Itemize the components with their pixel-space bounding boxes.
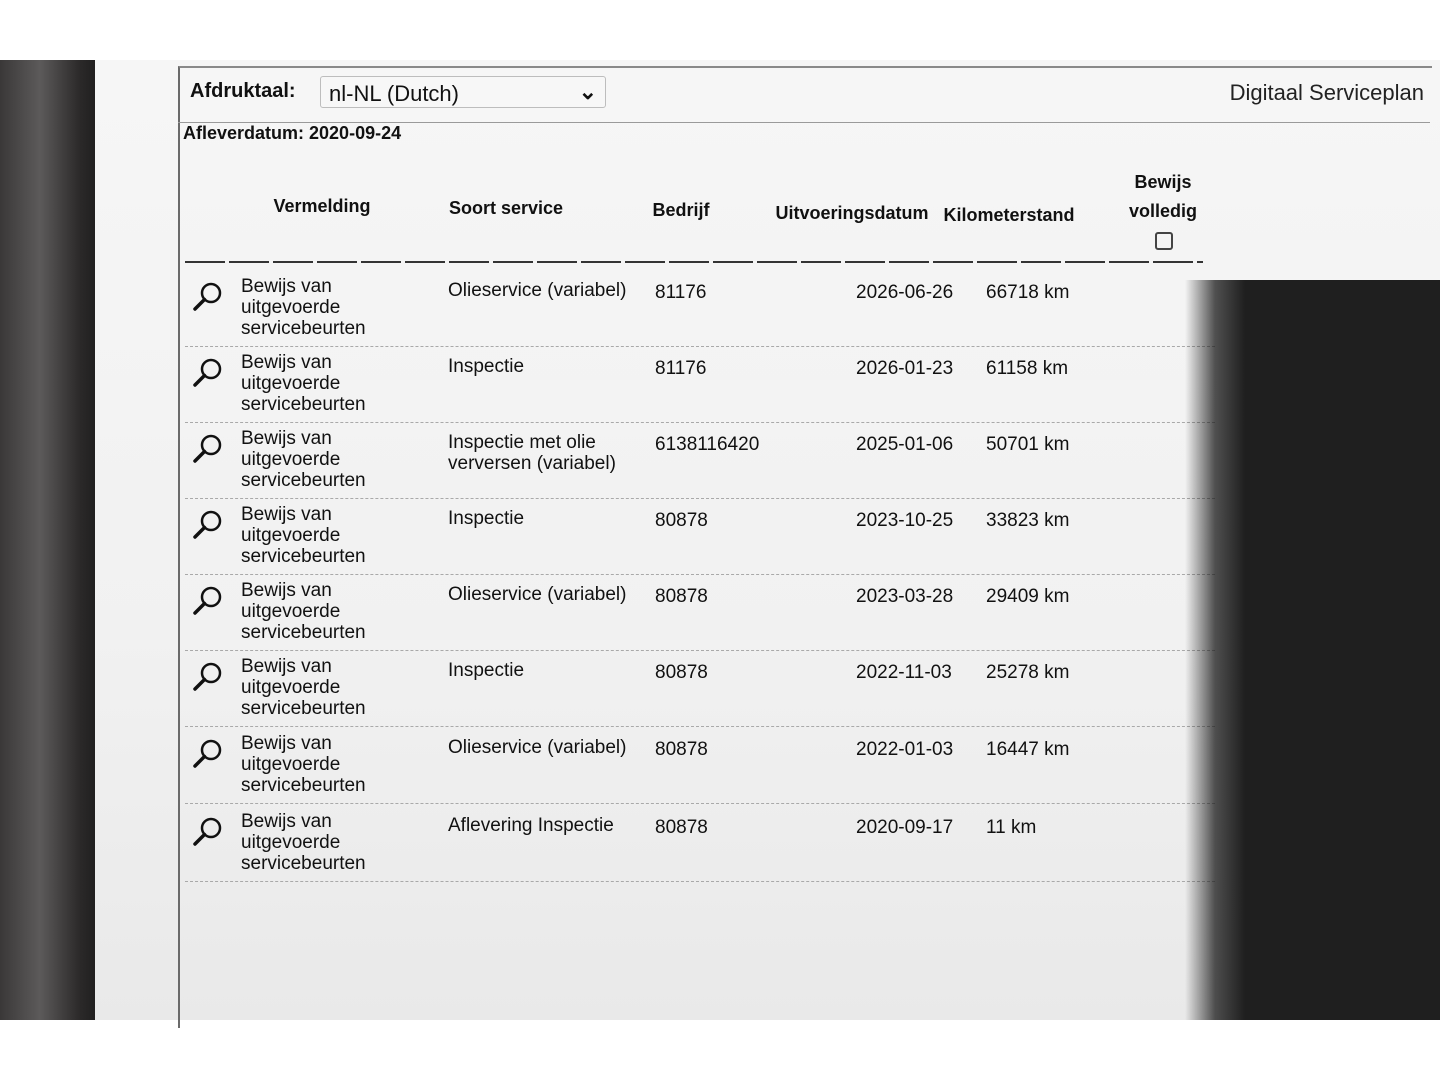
service-type-line: Inspectie met olie (448, 432, 596, 453)
magnifier-icon[interactable] (191, 356, 225, 390)
entry-cell (241, 352, 411, 415)
header-divider (185, 261, 1203, 263)
entry-line: Bewijs van (241, 811, 332, 832)
company-cell: 80878 (655, 510, 708, 531)
entry-line: uitgevoerde (241, 754, 341, 775)
service-type-line: Olieservice (variabel) (448, 584, 627, 605)
table-row (185, 422, 1215, 499)
service-type-cell (448, 508, 648, 529)
service-type-line: Inspectie (448, 356, 525, 377)
entry-line: Bewijs van (241, 580, 332, 601)
table-row (185, 650, 1215, 727)
entry-line: uitgevoerde (241, 677, 341, 698)
magnifier-icon[interactable] (191, 508, 225, 542)
app-title: Digitaal Serviceplan (1229, 80, 1424, 105)
table-row (185, 270, 1215, 347)
column-header-proof (1118, 172, 1208, 222)
entry-line: Bewijs van (241, 504, 332, 525)
service-type-line: Inspectie (448, 660, 525, 681)
table-row (185, 727, 1215, 804)
service-type-cell (448, 660, 648, 681)
date-cell: 2022-01-03 (856, 739, 954, 760)
entry-cell (241, 504, 411, 567)
entry-line: Bewijs van (241, 428, 332, 449)
date-cell: 2023-10-25 (856, 510, 954, 531)
entry-line: servicebeurten (241, 775, 366, 796)
proof-complete-checkbox[interactable] (1155, 232, 1173, 250)
mileage-cell: 33823 km (986, 510, 1070, 531)
service-type-cell (448, 280, 648, 301)
entry-line: uitgevoerde (241, 525, 341, 546)
entry-line: Bewijs van (241, 276, 332, 297)
entry-line: Bewijs van (241, 656, 332, 677)
date-cell: 2026-06-26 (856, 282, 954, 303)
service-type-line: Olieservice (variabel) (448, 737, 627, 758)
service-type-cell (448, 584, 648, 605)
entry-line: servicebeurten (241, 853, 366, 874)
company-cell: 80878 (655, 817, 708, 838)
column-header-proof-line2: volledig (1128, 201, 1197, 221)
entry-line: servicebeurten (241, 394, 366, 415)
delivery-date: Afleverdatum: 2020-09-24 (183, 123, 402, 143)
print-toolbar (178, 68, 1430, 123)
column-header-mileage: Kilometerstand (943, 205, 1075, 225)
entry-line: uitgevoerde (241, 449, 341, 470)
table-row (185, 498, 1215, 575)
magnifier-icon[interactable] (191, 660, 225, 694)
magnifier-icon[interactable] (191, 432, 225, 466)
entry-line: Bewijs van (241, 733, 332, 754)
entry-line: uitgevoerde (241, 832, 341, 853)
company-cell: 80878 (655, 739, 708, 760)
entry-cell (241, 656, 411, 719)
entry-line: uitgevoerde (241, 373, 341, 394)
date-cell: 2026-01-23 (856, 358, 954, 379)
magnifier-icon[interactable] (191, 280, 225, 314)
entry-line: uitgevoerde (241, 601, 341, 622)
magnifier-icon[interactable] (191, 737, 225, 771)
service-type-cell (448, 815, 648, 836)
table-row (185, 805, 1215, 882)
chevron-down-icon: ⌄ (578, 79, 597, 104)
entry-cell (241, 733, 411, 796)
company-cell: 81176 (655, 282, 707, 303)
entry-line: servicebeurten (241, 622, 366, 643)
service-type-cell (448, 432, 648, 474)
service-type-line: Olieservice (variabel) (448, 280, 627, 301)
entry-line: servicebeurten (241, 698, 366, 719)
print-language-select[interactable] (320, 76, 606, 108)
entry-line: servicebeurten (241, 546, 366, 567)
date-cell: 2025-01-06 (856, 434, 954, 455)
column-header-entry: Vermelding (273, 196, 371, 216)
service-type-line: verversen (variabel) (448, 453, 616, 474)
date-cell: 2020-09-17 (856, 817, 954, 838)
mileage-cell: 25278 km (986, 662, 1070, 683)
entry-line: servicebeurten (241, 318, 366, 339)
mileage-cell: 66718 km (986, 282, 1070, 303)
service-type-line: Inspectie (448, 508, 525, 529)
entry-cell (241, 811, 411, 874)
entry-line: servicebeurten (241, 470, 366, 491)
column-header-service-type: Soort service (448, 198, 564, 218)
service-type-line: Aflevering Inspectie (448, 815, 614, 836)
table-row (185, 574, 1215, 651)
company-cell: 80878 (655, 586, 708, 607)
mileage-cell: 11 km (986, 817, 1037, 838)
mileage-cell: 16447 km (986, 739, 1070, 760)
mileage-cell: 50701 km (986, 434, 1070, 455)
print-language-value: nl-NL (Dutch) (329, 81, 459, 106)
mileage-cell: 61158 km (986, 358, 1069, 379)
magnifier-icon[interactable] (191, 815, 225, 849)
mileage-cell: 29409 km (986, 586, 1070, 607)
service-type-cell (448, 737, 648, 758)
company-cell: 6138116420 (655, 434, 760, 455)
service-type-cell (448, 356, 648, 377)
print-language-label: Afdruktaal: (190, 80, 296, 102)
date-cell: 2022-11-03 (856, 662, 952, 683)
table-row (185, 346, 1215, 423)
company-cell: 80878 (655, 662, 708, 683)
column-header-proof-line1: Bewijs (1134, 172, 1192, 192)
company-cell: 81176 (655, 358, 707, 379)
entry-line: uitgevoerde (241, 297, 341, 318)
date-cell: 2023-03-28 (856, 586, 954, 607)
entry-line: Bewijs van (241, 352, 332, 373)
column-header-date: Uitvoeringsdatum (775, 203, 929, 223)
entry-cell (241, 428, 411, 491)
magnifier-icon[interactable] (191, 584, 225, 618)
column-header-company: Bedrijf (652, 200, 710, 220)
entry-cell (241, 276, 411, 339)
entry-cell (241, 580, 411, 643)
